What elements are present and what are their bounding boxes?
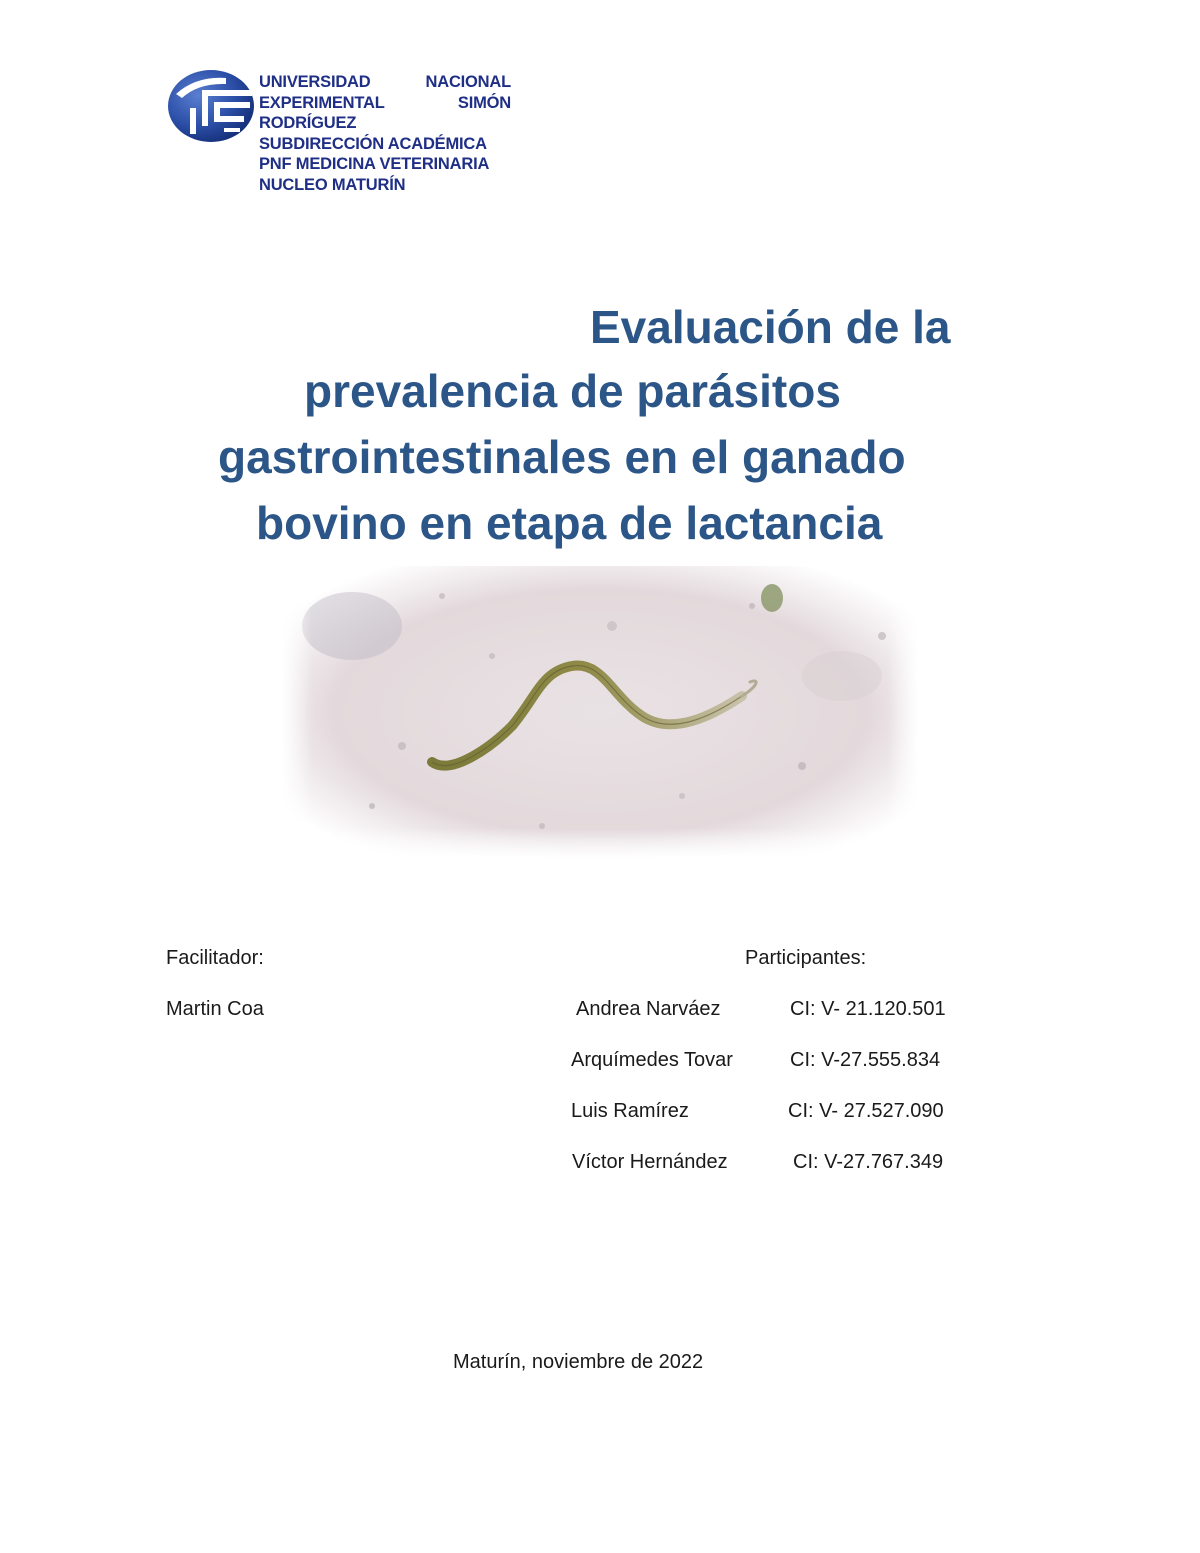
institution-word-simon: SIMÓN — [457, 93, 511, 112]
facilitator-name: Martin Coa — [166, 998, 264, 1020]
campus-name: NUCLEO MATURÍN — [259, 175, 406, 194]
participant-name: Víctor Hernández — [572, 1151, 728, 1173]
title-line-4: bovino en etapa de lactancia — [256, 497, 883, 549]
institution-word-universidad: UNIVERSIDAD — [259, 73, 371, 91]
title-line-1: Evaluación de la — [590, 301, 951, 353]
participant-name: Andrea Narváez — [576, 998, 721, 1020]
participant-name: Arquímedes Tovar — [571, 1049, 733, 1071]
department-name: SUBDIRECCIÓN ACADÉMICA — [259, 134, 487, 153]
participant-ci: CI: V- 21.120.501 — [790, 998, 946, 1020]
participant-ci: CI: V-27.555.834 — [790, 1049, 941, 1071]
institution-line-3: RODRÍGUEZ — [259, 114, 357, 132]
program-name: PNF MEDICINA VETERINARIA — [259, 155, 490, 173]
institution-header — [259, 72, 511, 195]
university-logo-icon — [166, 68, 256, 144]
participant-ci: CI: V- 27.527.090 — [788, 1100, 944, 1122]
participant-ci: CI: V-27.767.349 — [793, 1151, 944, 1173]
institution-word-experimental: EXPERIMENTAL — [259, 93, 385, 112]
institution-word-nacional: NACIONAL — [425, 73, 511, 91]
institution-line-2 — [259, 93, 511, 114]
facilitator-label: Facilitador: — [166, 947, 264, 969]
title-line-2: prevalencia de parásitos — [304, 365, 841, 417]
nematode-microscope-image — [282, 566, 918, 858]
title-line-3: gastrointestinales en el ganado — [218, 431, 906, 483]
participants-label: Participantes: — [745, 947, 867, 969]
institution-line-1 — [259, 72, 511, 93]
place-and-date: Maturín, noviembre de 2022 — [453, 1351, 704, 1373]
participant-name: Luis Ramírez — [571, 1100, 689, 1122]
